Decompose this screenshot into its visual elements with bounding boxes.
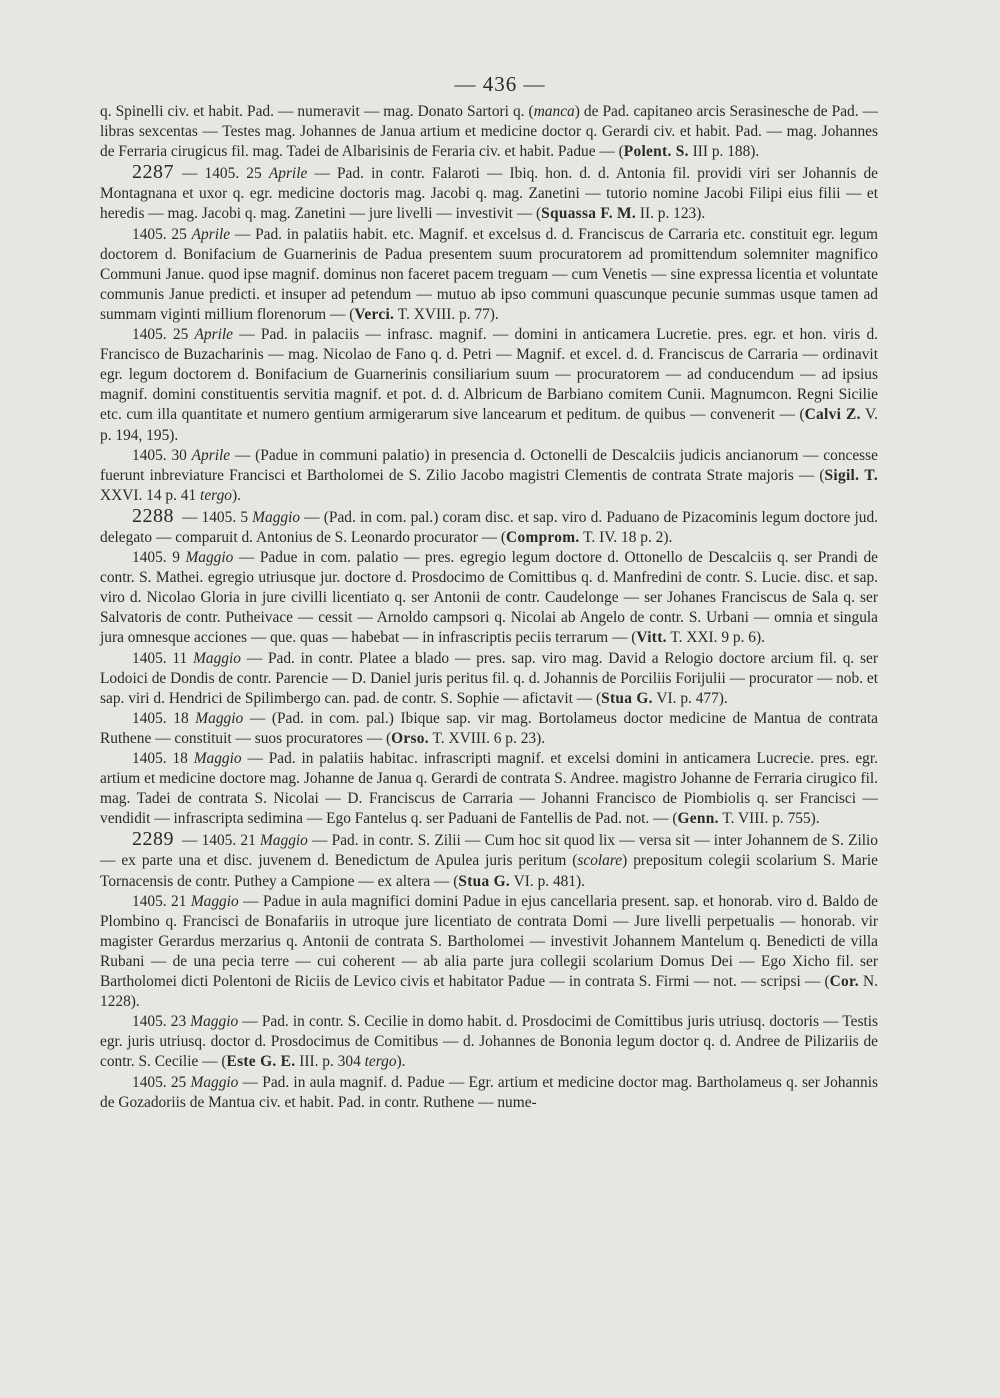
entry-date: 1405. 18: [132, 709, 196, 727]
entry-month: Maggio: [252, 508, 301, 526]
paragraph: [100, 506, 878, 548]
paragraph: [100, 749, 878, 829]
source-locator: III p. 188).: [688, 143, 760, 161]
entry-date: 1405. 23: [132, 1013, 191, 1031]
source-end: ).: [396, 1053, 406, 1071]
source-locator: II. p. 123).: [635, 205, 706, 223]
document-number: 2288: [132, 504, 174, 527]
source-reference: Orso.: [391, 729, 429, 747]
entry-text: — Pad. in contr. Platee a blado — pres. sap. viro mag. David a Relogio doctore arcium fil. q. ser Lodoici de Dondis de contr. Parencie — D. Daniel juris peritus fil. q. d. Johannis de Porciliis Forijulii — procurator — nob. et sap. viri d. Hendrici de Spilimbergo can. pad. de contr. S. Sophie — afictavit — (: [100, 649, 878, 707]
entry-month: Maggio: [190, 1073, 239, 1091]
source-locator: T. XVIII. 6 p. 23).: [428, 729, 546, 747]
entry-month: Maggio: [193, 750, 242, 767]
entry-text: — (Pad. in com. pal.) Ibique sap. vir mag. Bortolameus doctor medicine de Mantua de contrata Ruthene — constituit — suos procuratores — (: [100, 709, 879, 747]
entry-text: — Pad. in palatiis habit. etc. Magnif. et excelsus d. d. Franciscus de Carraria etc. constituit egr. legum doctorem d. Bonifacium de Guarnerinis de Padua presentem suum procuratorem ad promittendum solemniter magnifico Communi Janue. quod ipse magnif. dominus non faceret pacem treguam — cum Venetis — sine expressa licentia et voluntate communis Janue predicti. et insuper ad petendum — mutuo ab ipso communi quascunque pecunie summas usque tamen ad summam viginti millium florenorum — (: [100, 225, 878, 323]
source-reference: Verci.: [354, 305, 395, 323]
entry-month: Aprile: [268, 165, 308, 183]
document-number: 2289: [132, 828, 174, 851]
source-reference: Squassa F. M.: [541, 205, 636, 223]
paragraph: [100, 325, 878, 446]
source-reference: Comprom.: [506, 528, 580, 546]
entry-text: — (Pad. in com. pal.) coram disc. et sap. viro d. Paduano de Pizacominis legum doctore jud. delegato — comparuit d. Antonius de S. Leonardo procurator — (: [100, 508, 878, 546]
source-locator: T. XXI. 9 p. 6).: [666, 629, 765, 647]
source-reference: Genn.: [677, 810, 719, 828]
paragraph: [100, 1012, 878, 1072]
entry-month: Aprile: [191, 225, 231, 243]
entry-text: — Pad. in contr. S. Cecilie in domo habit. d. Prosdocimi de Comittibus juris utriusq. doctoris — Testis egr. juris utriusq. doctor d. Prosdocimus de Comitibus — d. Johannes de Bononia legum doctor q. d. Andree de Pilizariis de contr. S. Cecilie — (: [100, 1013, 878, 1071]
source-locator: T. VIII. p. 755).: [718, 810, 820, 828]
source-locator: V. p. 194, 195).: [100, 406, 878, 444]
entry-date: 1405. 25: [132, 326, 195, 344]
document-number: 2287: [132, 161, 174, 184]
page-number: — 436 —: [454, 72, 546, 96]
entry-month: Maggio: [195, 709, 244, 727]
entry-text: — Pad. in contr. S. Zilii — Cum hoc sit quod lix — versa sit — inter Johannem de S. Zilio — ex parte una et disc. juvenem d. Benedictum de Apulea juris peritum (: [100, 832, 879, 870]
entry-date: q. Spinelli civ. et habit. Pad. — numeravit — mag. Donato Sartori q. (: [100, 103, 534, 120]
paragraph: [100, 649, 878, 709]
entry-text: — Pad. in contr. Falaroti — Ibiq. hon. d. d. Antonia fil. providi viri ser Johannis de Montagnana et uxor q. egr. medicine doctoris mag. Jacobi q. mag. Zanetini — tutorio nomine Jacobi Filipi eius filii — et heredis — mag. Jacobi q. mag. Zanetini — jure livelli — investivit — (: [100, 165, 878, 223]
entry-month: Aprile: [191, 446, 231, 464]
source-locator: VI. p. 481).: [510, 872, 586, 890]
source-reference: Polent. S.: [623, 143, 689, 161]
entry-month: Maggio: [185, 549, 234, 567]
entry-text: — Pad. in palatiis habitac. infrascripti magnif. et excelsi domini in anticamera Lucrecie. pres. egr. artium et medicine doctore mag. Johanne de Janua q. Gerardi de contrata S. Andree. magistro Johanne de Ferraria cirugico fil. mag. Tadei de contrata S. Nicolai — D. Franciscus de Carraria — Johanni Francisco de Piombiolis q. ser Francisci — vendidit — infrascripta sedimina — Ego Fantelus q. ser Paduani de Fantellis de Pad. not. — (: [100, 750, 879, 828]
entry-date: — 1405. 25: [182, 165, 269, 183]
source-reference: Calvi Z.: [804, 406, 861, 424]
paragraph: [100, 548, 878, 648]
source-italic: tergo: [364, 1053, 397, 1071]
entry-date: 1405. 11: [132, 649, 194, 667]
source-reference: Vitt.: [636, 629, 667, 647]
paragraph: [100, 829, 878, 891]
document-body: [100, 102, 878, 1113]
entry-text: — Pad. in aula magnif. d. Padue — Egr. artium et medicine doctor mag. Bartholameus q. ser Johannis de Gozadoriis de Mantua civ. et habit. Pad. in contr. Ruthene — nume-: [100, 1073, 878, 1111]
entry-date: 1405. 18: [132, 750, 194, 767]
paragraph: [100, 1073, 878, 1113]
source-reference: Stua G.: [458, 872, 511, 890]
entry-text: ) prepositum colegii scolarium S. Marie Tornacensis de contr. Puthey a Campione — ex altera — (: [100, 852, 878, 890]
source-locator: T. IV. 18 p. 2).: [579, 528, 673, 546]
source-reference: Cor.: [829, 973, 859, 991]
paragraph: [100, 446, 878, 506]
entry-text: — Pad. in palaciis — infrasc. magnif. — domini in anticamera Lucretie. pres. egr. et hon. viris d. Francisco de Buzacharinis — mag. Nicolao de Fano q. d. Petri — Magnif. et excel. d. d. Franciscus de Carraria — ordinavit egr. legum doctorem d. Bonifacium de Guarnerinis consiliarium suum — procuratorem — ad conducendum — ad ipsius magnif. domini constituentis servitia magnif. et pot. d. d. Albricum de Barbiano comitem Cunii. Magnumcon. Regni Sicilie etc. cum illa quantitate et numero gentium armigerarum sive lancearum et peditum. de quibus — convenerit — (: [100, 326, 878, 424]
source-reference: Este G. E.: [226, 1053, 296, 1071]
entry-date: 1405. 9: [132, 549, 186, 567]
entry-month: Maggio: [193, 649, 241, 667]
entry-date: — 1405. 5: [182, 508, 253, 526]
source-end: ).: [231, 486, 241, 504]
entry-date: 1405. 25: [132, 1073, 191, 1091]
entry-month: Maggio: [190, 1013, 239, 1031]
entry-text: — (Padue in communi palatio) in presencia d. Octonelli de Descalciis judicis ancianorum — concesse fuerunt inbreviature Francisci et Bartholomei de S. Zilio Jacobo magistri Clementis de contrata Strate majoris — (: [100, 446, 878, 484]
source-locator: N. 1228).: [100, 973, 879, 1011]
paragraph: [100, 102, 878, 162]
entry-text: ) de Pad. capitaneo arcis Serasinesche de Pad. — libras sexcentas — Testes mag. Johannes de Janua artium et medicine doctor q. Gerardi civ. et habit. Pad. — mag. Johannes de Ferraria cirugicus fil. mag. Tadei de Albarisinis de Feraria civ. et habit. Padue — (: [100, 103, 879, 161]
entry-italic: scolare: [577, 852, 623, 870]
source-locator: III. p. 304: [295, 1053, 365, 1071]
entry-date: 1405. 21: [132, 892, 191, 910]
source-italic: tergo: [200, 486, 232, 504]
paragraph: [100, 709, 878, 749]
entry-text: — Padue in aula magnifici domini Padue in ejus cancellaria present. sap. et honorab. viro d. Baldo de Plombino q. Francisci de Bonafariis in utroque jure licentiato de contrata Domi — Jure livelli perpetualis — honorab. vir magister Gerardus merzarius q. Antonii de contrata S. Bartholomei — investivit Johannem Mantelum q. Benedicti de villa Rubani — de una pecia terre — cui coherent — ab alia parte jura collegii scolarium Domus Dei — Ego Xicho fil. ser Bartholomei dicti Polentoni de Riciis de Levico civis et habitator Padue — in contrata S. Firmi — not. — scripsi — (: [100, 892, 878, 991]
entry-date: — 1405. 21: [182, 832, 260, 850]
source-locator: T. XVIII. p. 77).: [394, 305, 499, 323]
entry-date: 1405. 25: [132, 225, 192, 243]
entry-text: — Padue in com. palatio — pres. egregio legum doctore d. Ottonello de Descalciis q. ser Prandi de contr. S. Mathei. egregio utriusque jur. doctore d. Prosdocimo de Comittibus q. d. Manfredini de contr. S. Lucie. disc. et sap. viro d. Nicolao Gloria in jure civilli licentiato q. ser Antonii de contr. Caudelonge — ser Johanes Franciscus de Sala q. ser Salvatoris de contr. Putheivace — cessit — Arnoldo campsori q. Nicolai ab Angelo de contr. S. Urbani — omnia et singula jura omnesque acciones — que. quas — habebat — in infrascriptis peciis terrarum — (: [100, 549, 878, 647]
entry-month: Aprile: [194, 326, 233, 344]
paragraph: [100, 225, 878, 325]
entry-month: Maggio: [259, 832, 308, 850]
source-reference: Stua G.: [601, 689, 653, 707]
source-reference: Sigil. T.: [824, 466, 879, 484]
paragraph: [100, 892, 878, 1013]
entry-month: manca: [533, 103, 575, 120]
source-locator: XXVI. 14 p. 41: [100, 486, 201, 504]
entry-month: Maggio: [190, 892, 239, 910]
entry-date: 1405. 30: [132, 446, 192, 464]
paragraph: [100, 162, 878, 224]
source-locator: VI. p. 477).: [652, 689, 728, 707]
